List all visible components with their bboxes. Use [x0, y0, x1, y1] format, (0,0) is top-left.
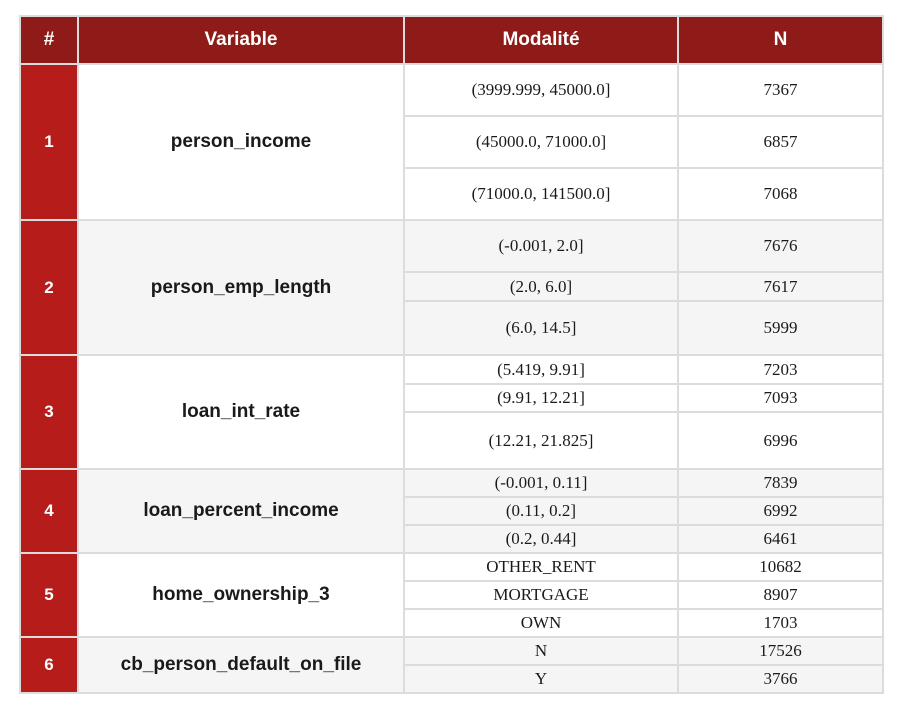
variable-name: loan_int_rate	[78, 355, 404, 469]
variable-name: person_emp_length	[78, 220, 404, 355]
modalite-cell: (0.11, 0.2]	[404, 497, 678, 525]
row-index: 2	[20, 220, 78, 355]
modalite-cell: (71000.0, 141500.0]	[404, 168, 678, 220]
variable-name: cb_person_default_on_file	[78, 637, 404, 693]
header-row	[20, 16, 883, 64]
modalite-cell: (9.91, 12.21]	[404, 384, 678, 412]
modalite-cell: (-0.001, 0.11]	[404, 469, 678, 497]
count-cell: 7617	[678, 272, 883, 301]
count-cell: 1703	[678, 609, 883, 637]
count-cell: 5999	[678, 301, 883, 355]
count-cell: 7367	[678, 64, 883, 116]
modalite-cell: (12.21, 21.825]	[404, 412, 678, 469]
variable-name: loan_percent_income	[78, 469, 404, 553]
modalite-cell: (5.419, 9.91]	[404, 355, 678, 384]
modalite-cell: OWN	[404, 609, 678, 637]
table-row	[20, 220, 883, 272]
count-cell: 6461	[678, 525, 883, 553]
count-cell: 7203	[678, 355, 883, 384]
header-index: #	[20, 16, 78, 64]
count-cell: 7676	[678, 220, 883, 272]
count-cell: 10682	[678, 553, 883, 581]
count-cell: 7839	[678, 469, 883, 497]
row-index: 6	[20, 637, 78, 693]
table-row	[20, 469, 883, 497]
header-variable: Variable	[78, 16, 404, 64]
modalite-cell: MORTGAGE	[404, 581, 678, 609]
modalite-cell: OTHER_RENT	[404, 553, 678, 581]
count-cell: 6857	[678, 116, 883, 168]
count-cell: 6996	[678, 412, 883, 469]
modalite-cell: N	[404, 637, 678, 665]
table-row	[20, 64, 883, 116]
row-index: 4	[20, 469, 78, 553]
modalite-cell: (3999.999, 45000.0]	[404, 64, 678, 116]
count-cell: 7068	[678, 168, 883, 220]
table-body	[20, 64, 883, 693]
count-cell: 3766	[678, 665, 883, 693]
modalite-cell: (0.2, 0.44]	[404, 525, 678, 553]
variable-name: home_ownership_3	[78, 553, 404, 637]
table-row	[20, 355, 883, 384]
count-cell: 6992	[678, 497, 883, 525]
modalite-cell: (2.0, 6.0]	[404, 272, 678, 301]
header-n: N	[678, 16, 883, 64]
count-cell: 8907	[678, 581, 883, 609]
variable-name: person_income	[78, 64, 404, 220]
row-index: 1	[20, 64, 78, 220]
table-row	[20, 637, 883, 665]
header-modalite: Modalité	[404, 16, 678, 64]
row-index: 3	[20, 355, 78, 469]
modalite-cell: (6.0, 14.5]	[404, 301, 678, 355]
modalite-cell: (-0.001, 2.0]	[404, 220, 678, 272]
data-table	[19, 15, 884, 694]
count-cell: 17526	[678, 637, 883, 665]
modalite-cell: Y	[404, 665, 678, 693]
table-row	[20, 553, 883, 581]
count-cell: 7093	[678, 384, 883, 412]
modalite-cell: (45000.0, 71000.0]	[404, 116, 678, 168]
row-index: 5	[20, 553, 78, 637]
